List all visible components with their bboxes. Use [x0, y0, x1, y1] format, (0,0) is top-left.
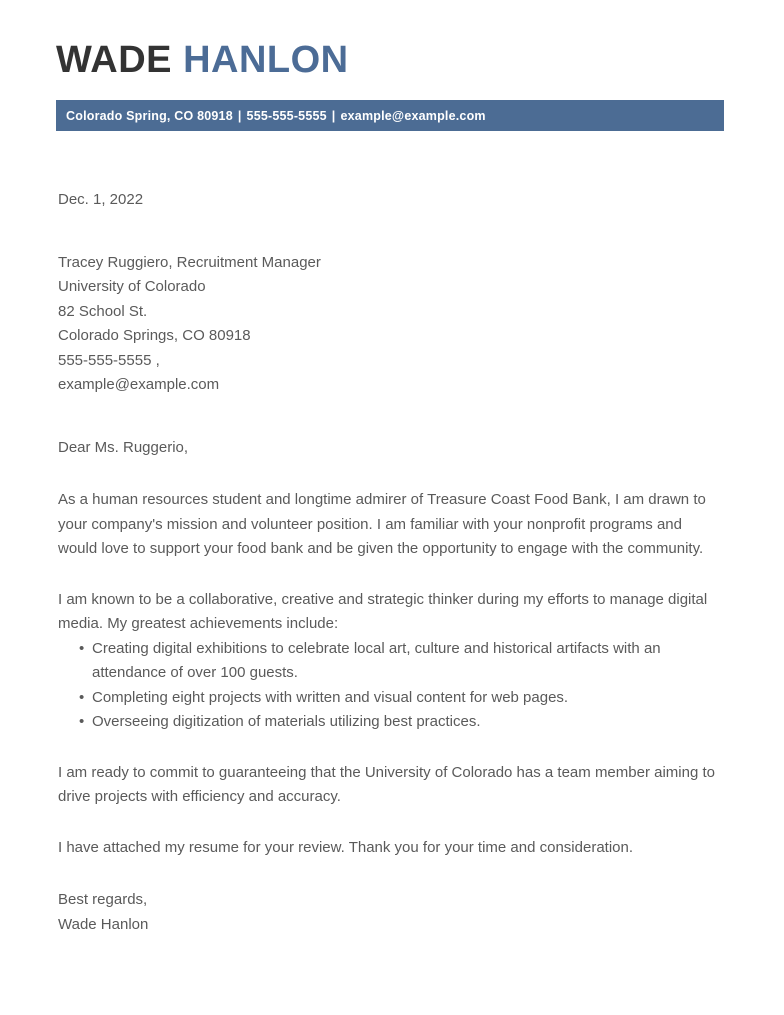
recipient-organization: University of Colorado: [58, 278, 206, 295]
letter-salutation: Dear Ms. Ruggerio,: [58, 438, 189, 456]
recipient-city-state-zip: Colorado Springs, CO 80918: [58, 327, 251, 344]
letter-paragraph-2: I am known to be a collaborative, creative and strategic thinker during my efforts to manage digital media. My greatest achievements include:: [58, 590, 708, 632]
list-item: • Overseeing digitization of materials utilizing best practices.: [58, 710, 724, 735]
letter-paragraph-3: I am ready to commit to guaranteeing that the University of Colorado has a team member aiming to drive projects with efficiency and accuracy.: [58, 763, 715, 805]
recipient-address-block: [58, 251, 724, 398]
applicant-first-name: WADE: [56, 39, 172, 81]
achievements-list: [58, 637, 724, 735]
applicant-name: [56, 38, 724, 82]
recipient-street: 82 School St.: [58, 302, 148, 320]
letter-paragraph-4: I have attached my resume for your review. Thank you for your time and consideration.: [58, 838, 634, 856]
letter-date: Dec. 1, 2022: [58, 191, 144, 208]
letter-paragraph-1: As a human resources student and longtime admirer of Treasure Coast Food Bank, I am drawn to your company's mission and volunteer position. I am familiar with your nonprofit programs and would love to support your food bank and be given the opportunity to engage with the community.: [58, 491, 706, 557]
contact-separator-2: |: [331, 108, 336, 123]
contact-bar: [56, 100, 724, 131]
list-item: • Completing eight projects with written and visual content for web pages.: [58, 686, 724, 711]
contact-email: example@example.com: [340, 108, 486, 123]
letterhead: [56, 38, 724, 82]
list-item: • Creating digital exhibitions to celebrate local art, culture and historical artifacts with an attendance of over 100 guests.: [58, 637, 724, 686]
recipient-name-title: Tracey Ruggiero, Recruitment Manager: [58, 253, 321, 271]
letter-body: [58, 188, 724, 937]
recipient-phone: 555-555-5555 ,: [58, 351, 160, 369]
letter-signoff: [58, 888, 724, 937]
contact-bar-text: [56, 109, 486, 123]
letter-signature: Wade Hanlon: [58, 915, 149, 933]
contact-phone: 555-555-5555: [246, 108, 327, 123]
applicant-last-name: HANLON: [183, 39, 349, 81]
contact-separator-1: |: [237, 108, 242, 123]
letter-closing: Best regards,: [58, 891, 148, 908]
recipient-email: example@example.com: [58, 376, 220, 393]
contact-location: Colorado Spring, CO 80918: [66, 108, 233, 123]
